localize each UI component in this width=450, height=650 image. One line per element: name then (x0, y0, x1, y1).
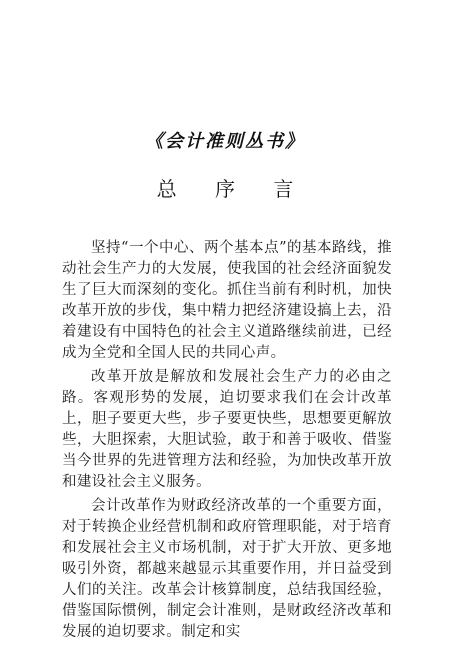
paragraph-2: 改革开放是解放和发展社会生产力的必由之路。客观形势的发展，迫切要求我们在会计改革上，胆子要更大些，步子要更快些，思想要更解放些，大胆探索，大胆试验，敢于和善于吸收、借鉴当今世界的先进管理方法和经验，为加快改革开放和建设社会主义服务。 (62, 369, 392, 490)
paragraph-3: 会计改革作为财政经济改革的一个重要方面，对于转换企业经营机制和政府管理职能，对于培育和发展社会主义市场机制，对于扩大开放、更多地吸引外资，都越来越显示其重要作用，并日益受到人们的关注。改革会计核算制度，总结我国经验，借鉴国际惯例，制定会计准则，是财政经济改革和发展的迫切要求。制定和实 (62, 498, 392, 640)
paragraph-1: 坚持“一个中心、两个基本点”的基本路线，推动社会生产力的大发展，使我国的社会经济面貌发生了巨大而深刻的变化。抓住当前有利时机，加快改革开放的步伐，集中精力把经济建设搞上去，沿着建设有中国特色的社会主义道路继续前进，已经成为全党和全国人民的共同心声。 (62, 240, 392, 361)
page-heading: 总 序 言 (156, 177, 310, 201)
body-text (62, 238, 392, 646)
series-title: 《会计准则丛书》 (145, 131, 305, 152)
